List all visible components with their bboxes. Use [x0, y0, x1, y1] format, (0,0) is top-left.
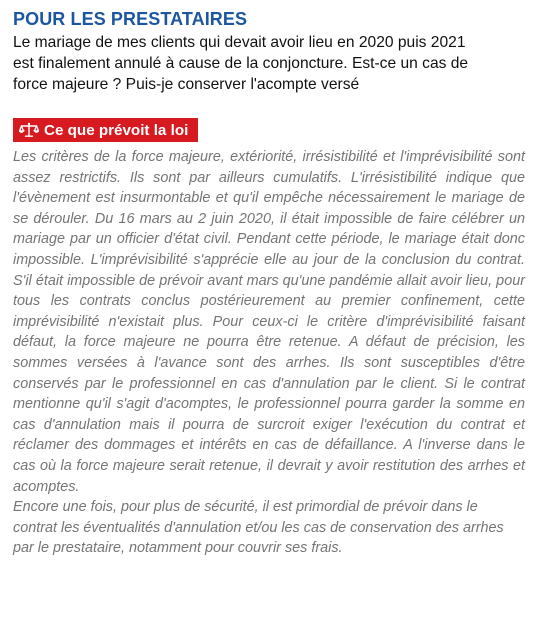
answer-paragraph: Les critères de la force majeure, extériorité, irrésistibilité et l'imprévisibilité sont assez restrictifs. Ils sont par ailleurs cumulatifs. L'irrésistibilité indique que l'évènement est insurmontable et qu'il empêche nécessairement le mariage de se dérouler. Du 16 mars au 2 juin 2020, il était impossible de faire célébrer un mariage par un officier d'état civil. Pendant cette période, le mariage était donc impossible. L'imprévisibilité s'apprécie elle au jour de la conclusion du contrat. S'il était impossible de prévoir avant mars qu'une pandémie allait avoir lieu, pour tous les contrats conclus postérieurement au premier confinement, cette imprévisibilité n'existait plus. Pour ceux-ci le critère d'imprévisibilité faisant défaut, la force majeure ne pourra être retenue. A défaut de précision, les sommes versées à l'avance sont des arrhes. Ils sont susceptibles d'être conservés par le professionnel en cas d'annulation par le client. Si le contrat mentionne qu'il s'agit d'acomptes, le professionnel pourra garder la somme en cas d'annulation mais il pourra de surcroit exiger l'exécution du contrat et réclamer des dommages et intérêts en cas de défaillance. A l'inverse dans le cas où la force majeure serait retenue, il devrait y avoir restitution des arrhes et acomptes.	[13, 149, 525, 495]
question-line: force majeure ? Puis-je conserver l'acompte versé	[13, 76, 360, 93]
answer-paragraph: Encore une fois, pour plus de sécurité, il est primordial de prévoir dans le contrat les éventualités d'annulation et/ou les cas de conservation des arrhes par le prestataire, notamment pour couvrir ses frais.	[13, 499, 504, 557]
section-title: POUR LES PRESTATAIRES	[13, 9, 248, 29]
question-line: Le mariage de mes clients qui devait avoir lieu en 2020 puis 2021	[13, 34, 466, 51]
answer-text	[13, 147, 525, 559]
law-badge	[13, 118, 198, 142]
question-text	[13, 32, 533, 95]
question-line: est finalement annulé à cause de la conjoncture. Est-ce un cas de	[13, 55, 469, 72]
law-badge-label: Ce que prévoit la loi	[44, 121, 189, 139]
scales-icon	[19, 122, 39, 138]
